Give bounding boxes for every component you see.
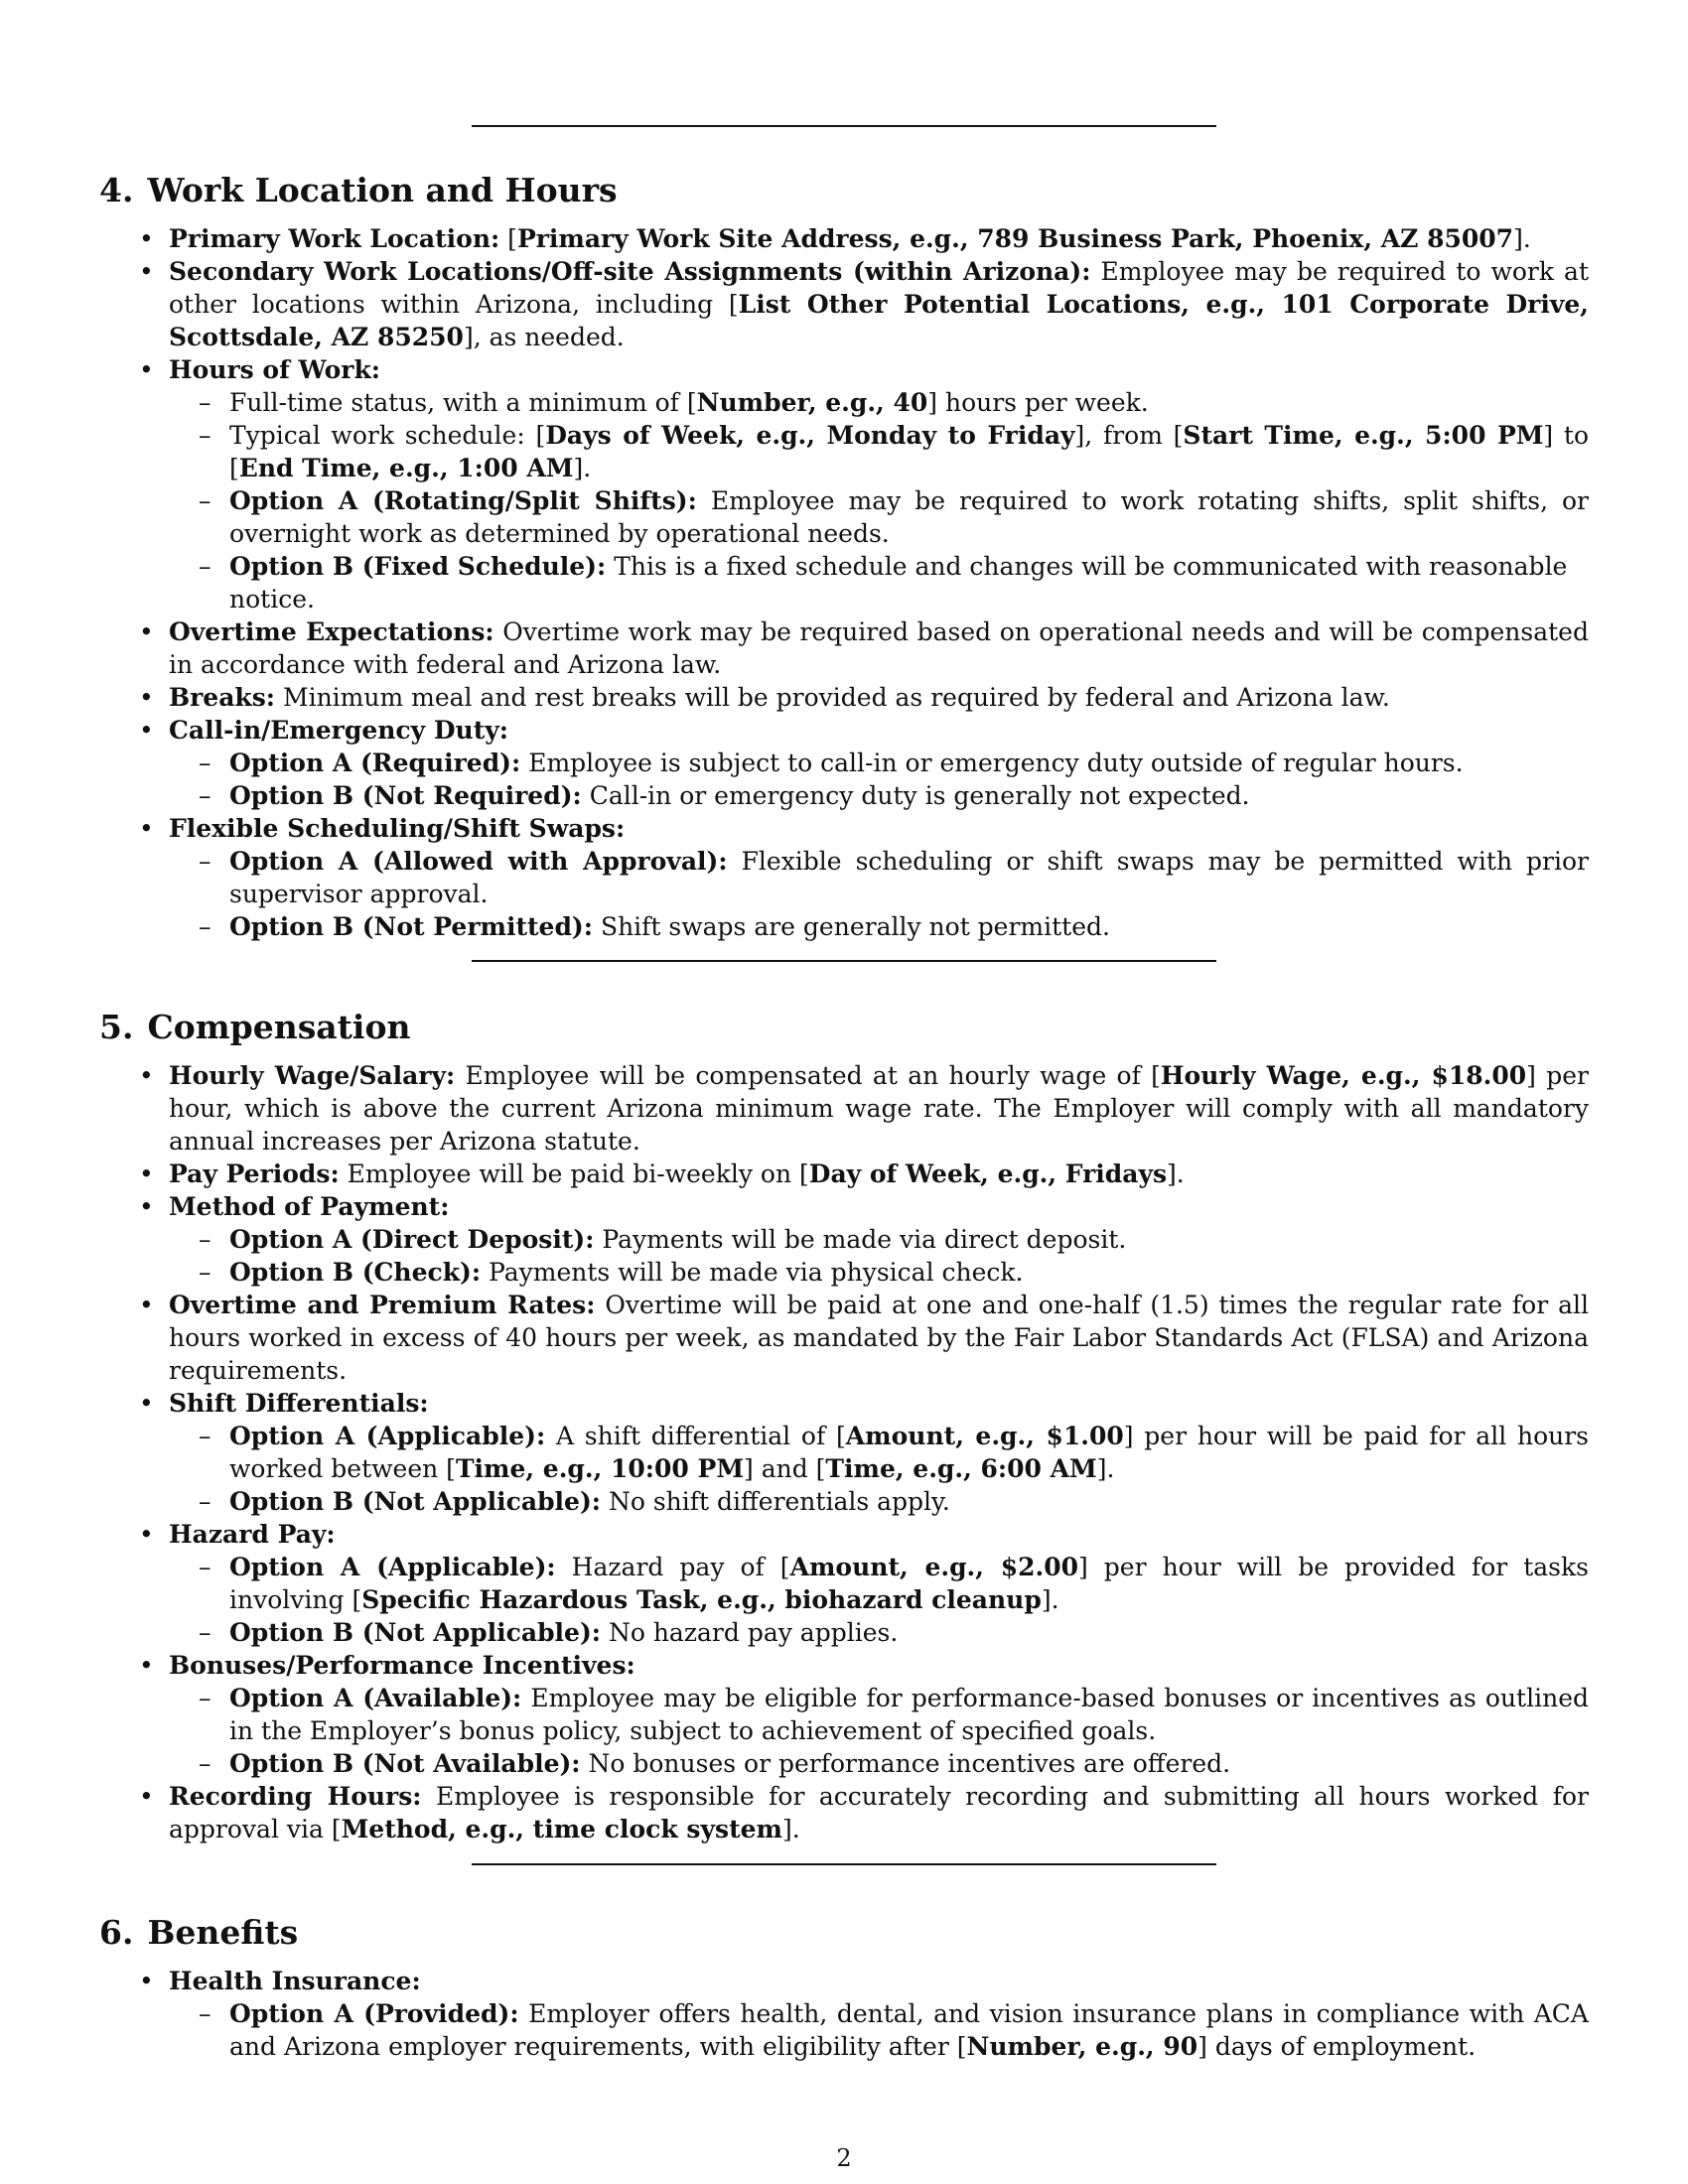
sub-list — [169, 1551, 1589, 1649]
section-heading: 6. Benefits — [99, 1913, 299, 1952]
sub-item-schedule: – Typical work schedule: [Days of Week, e.g., Monday to Friday], from [Start Time, e.g., 5:00 PM] to [End Time, e.g., 1:00 AM]. — [169, 419, 1589, 484]
sub-item-option-a: – Option A (Rotating/Split Shifts): Employee may be required to work rotating shifts, split shifts, or overnight work as determined by operational needs. — [169, 484, 1589, 550]
bullet-list — [99, 1059, 1589, 1845]
sub-item-option-a: – Option A (Direct Deposit): Payments will be made via direct deposit. — [169, 1223, 1589, 1256]
sub-item-option-a: – Option A (Required): Employee is subject to call-in or emergency duty outside of regular hours. — [169, 747, 1589, 779]
section-work-location-hours — [99, 171, 1589, 943]
section-heading: 4. Work Location and Hours — [99, 171, 618, 209]
list-item-hazard-pay: • Hazard Pay: – Option A (Applicable): Hazard pay of [Amount, e.g., $2.00] per hour will be provided for tasks involving [Specific Hazardous Task, e.g., biohazard cleanup]. – Option B (Not Applicable): No hazard pay applies. — [99, 1518, 1589, 1649]
sub-list — [169, 747, 1589, 812]
list-item-overtime-premium: • Overtime and Premium Rates: Overtime will be paid at one and one-half (1.5) times the regular rate for all hours worked in excess of 40 hours per week, as mandated by the Fair Labor Standards Act (FLSA) and Arizona requirements. — [99, 1289, 1589, 1387]
sub-list — [169, 386, 1589, 615]
list-item-health-insurance: • Health Insurance: – Option A (Provided): Employer offers health, dental, and vision insurance plans in compliance with ACA and Arizona employer requirements, with eligibility after [Number, e.g., 90] days of employment. — [99, 1965, 1589, 2063]
sub-item-option-b: – Option B (Check): Payments will be made via physical check. — [169, 1256, 1589, 1289]
bullet-list — [99, 222, 1589, 943]
list-item-secondary-locations: • Secondary Work Locations/Off-site Assignments (within Arizona): Employee may be required to work at other locations within Arizona, including [List Other Potential Locations, e.g., 101 Corporate Drive, Scottsdale, AZ 85250], as needed. — [99, 255, 1589, 353]
list-item-pay-periods: • Pay Periods: Employee will be paid bi-weekly on [Day of Week, e.g., Fridays]. — [99, 1158, 1589, 1190]
list-item-hours-of-work: • Hours of Work: – Full-time status, with a minimum of [Number, e.g., 40] hours per week. – Typical work schedule: [Days of Week, e.g., Monday to Friday], from [Start Time, e.g., 5:00 PM] to [End Time, e.g., 1:00 AM]. – Option A (Rotating/Split Shifts): Employee may be required to work rotating shifts, split shifts, or overnight work as determined by operational needs. – Option B (Fixed Schedule): This is a fixed schedule and changes will be communicated with reasonable notice. — [99, 353, 1589, 615]
bullet-list — [99, 1965, 1589, 2063]
section-compensation — [99, 1008, 1589, 1845]
sub-item-option-a: – Option A (Allowed with Approval): Flexible scheduling or shift swaps may be permitted with prior supervisor approval. — [169, 845, 1589, 910]
sub-item-option-a: – Option A (Applicable): Hazard pay of [Amount, e.g., $2.00] per hour will be provided for tasks involving [Specific Hazardous Task, e.g., biohazard cleanup]. — [169, 1551, 1589, 1616]
list-item-flexible-scheduling: • Flexible Scheduling/Shift Swaps: – Option A (Allowed with Approval): Flexible scheduling or shift swaps may be permitted with prior supervisor approval. – Option B (Not Permitted): Shift swaps are generally not permitted. — [99, 812, 1589, 943]
list-item-shift-differentials: • Shift Differentials: – Option A (Applicable): A shift differential of [Amount, e.g., $1.00] per hour will be paid for all hours worked between [Time, e.g., 10:00 PM] and [Time, e.g., 6:00 AM]. – Option B (Not Applicable): No shift differentials apply. — [99, 1387, 1589, 1518]
list-item-breaks: • Breaks: Minimum meal and rest breaks will be provided as required by federal and Arizona law. — [99, 681, 1589, 714]
sub-item-full-time: – Full-time status, with a minimum of [Number, e.g., 40] hours per week. — [169, 386, 1589, 419]
sub-list — [169, 1420, 1589, 1518]
sub-item-option-b: – Option B (Not Applicable): No hazard pay applies. — [169, 1616, 1589, 1649]
page-number: 2 — [836, 2144, 852, 2172]
sub-item-option-b: – Option B (Not Applicable): No shift differentials apply. — [169, 1485, 1589, 1518]
sub-item-option-b: – Option B (Not Required): Call-in or emergency duty is generally not expected. — [169, 779, 1589, 812]
sub-item-option-a: – Option A (Applicable): A shift differential of [Amount, e.g., $1.00] per hour will be paid for all hours worked between [Time, e.g., 10:00 PM] and [Time, e.g., 6:00 AM]. — [169, 1420, 1589, 1485]
section-divider — [472, 960, 1216, 962]
sub-item-option-b: – Option B (Fixed Schedule): This is a fixed schedule and changes will be communicated with reasonable notice. — [169, 550, 1589, 615]
list-item-bonuses: • Bonuses/Performance Incentives: – Option A (Available): Employee may be eligible for performance-based bonuses or incentives as outlined in the Employer’s bonus policy, subject to achievement of specified goals. – Option B (Not Available): No bonuses or performance incentives are offered. — [99, 1649, 1589, 1780]
list-item-call-in: • Call-in/Emergency Duty: – Option A (Required): Employee is subject to call-in or emergency duty outside of regular hours. – Option B (Not Required): Call-in or emergency duty is generally not expected. — [99, 714, 1589, 812]
sub-item-option-a: – Option A (Provided): Employer offers health, dental, and vision insurance plans in compliance with ACA and Arizona employer requirements, with eligibility after [Number, e.g., 90] days of employment. — [169, 1997, 1589, 2063]
section-benefits — [99, 1913, 1589, 2063]
list-item-method-of-payment: • Method of Payment: – Option A (Direct Deposit): Payments will be made via direct deposit. – Option B (Check): Payments will be made via physical check. — [99, 1190, 1589, 1289]
sub-list — [169, 845, 1589, 943]
list-item-overtime: • Overtime Expectations: Overtime work may be required based on operational needs and will be compensated in accordance with federal and Arizona law. — [99, 615, 1589, 681]
sub-list — [169, 1997, 1589, 2063]
sub-item-option-a: – Option A (Available): Employee may be eligible for performance-based bonuses or incentives as outlined in the Employer’s bonus policy, subject to achievement of specified goals. — [169, 1682, 1589, 1747]
section-divider — [472, 1863, 1216, 1865]
sub-item-option-b: – Option B (Not Available): No bonuses or performance incentives are offered. — [169, 1747, 1589, 1780]
sub-item-option-b: – Option B (Not Permitted): Shift swaps are generally not permitted. — [169, 910, 1589, 943]
list-item-recording-hours: • Recording Hours: Employee is responsible for accurately recording and submitting all hours worked for approval via [Method, e.g., time clock system]. — [99, 1780, 1589, 1845]
list-item-hourly-wage: • Hourly Wage/Salary: Employee will be compensated at an hourly wage of [Hourly Wage, e.g., $18.00] per hour, which is above the current Arizona minimum wage rate. The Employer will comply with all mandatory annual increases per Arizona statute. — [99, 1059, 1589, 1158]
section-divider — [472, 125, 1216, 127]
sub-list — [169, 1682, 1589, 1780]
sub-list — [169, 1223, 1589, 1289]
section-heading: 5. Compensation — [99, 1008, 411, 1046]
list-item-primary-location: • Primary Work Location: [Primary Work Site Address, e.g., 789 Business Park, Phoenix, AZ 85007]. — [99, 222, 1589, 255]
